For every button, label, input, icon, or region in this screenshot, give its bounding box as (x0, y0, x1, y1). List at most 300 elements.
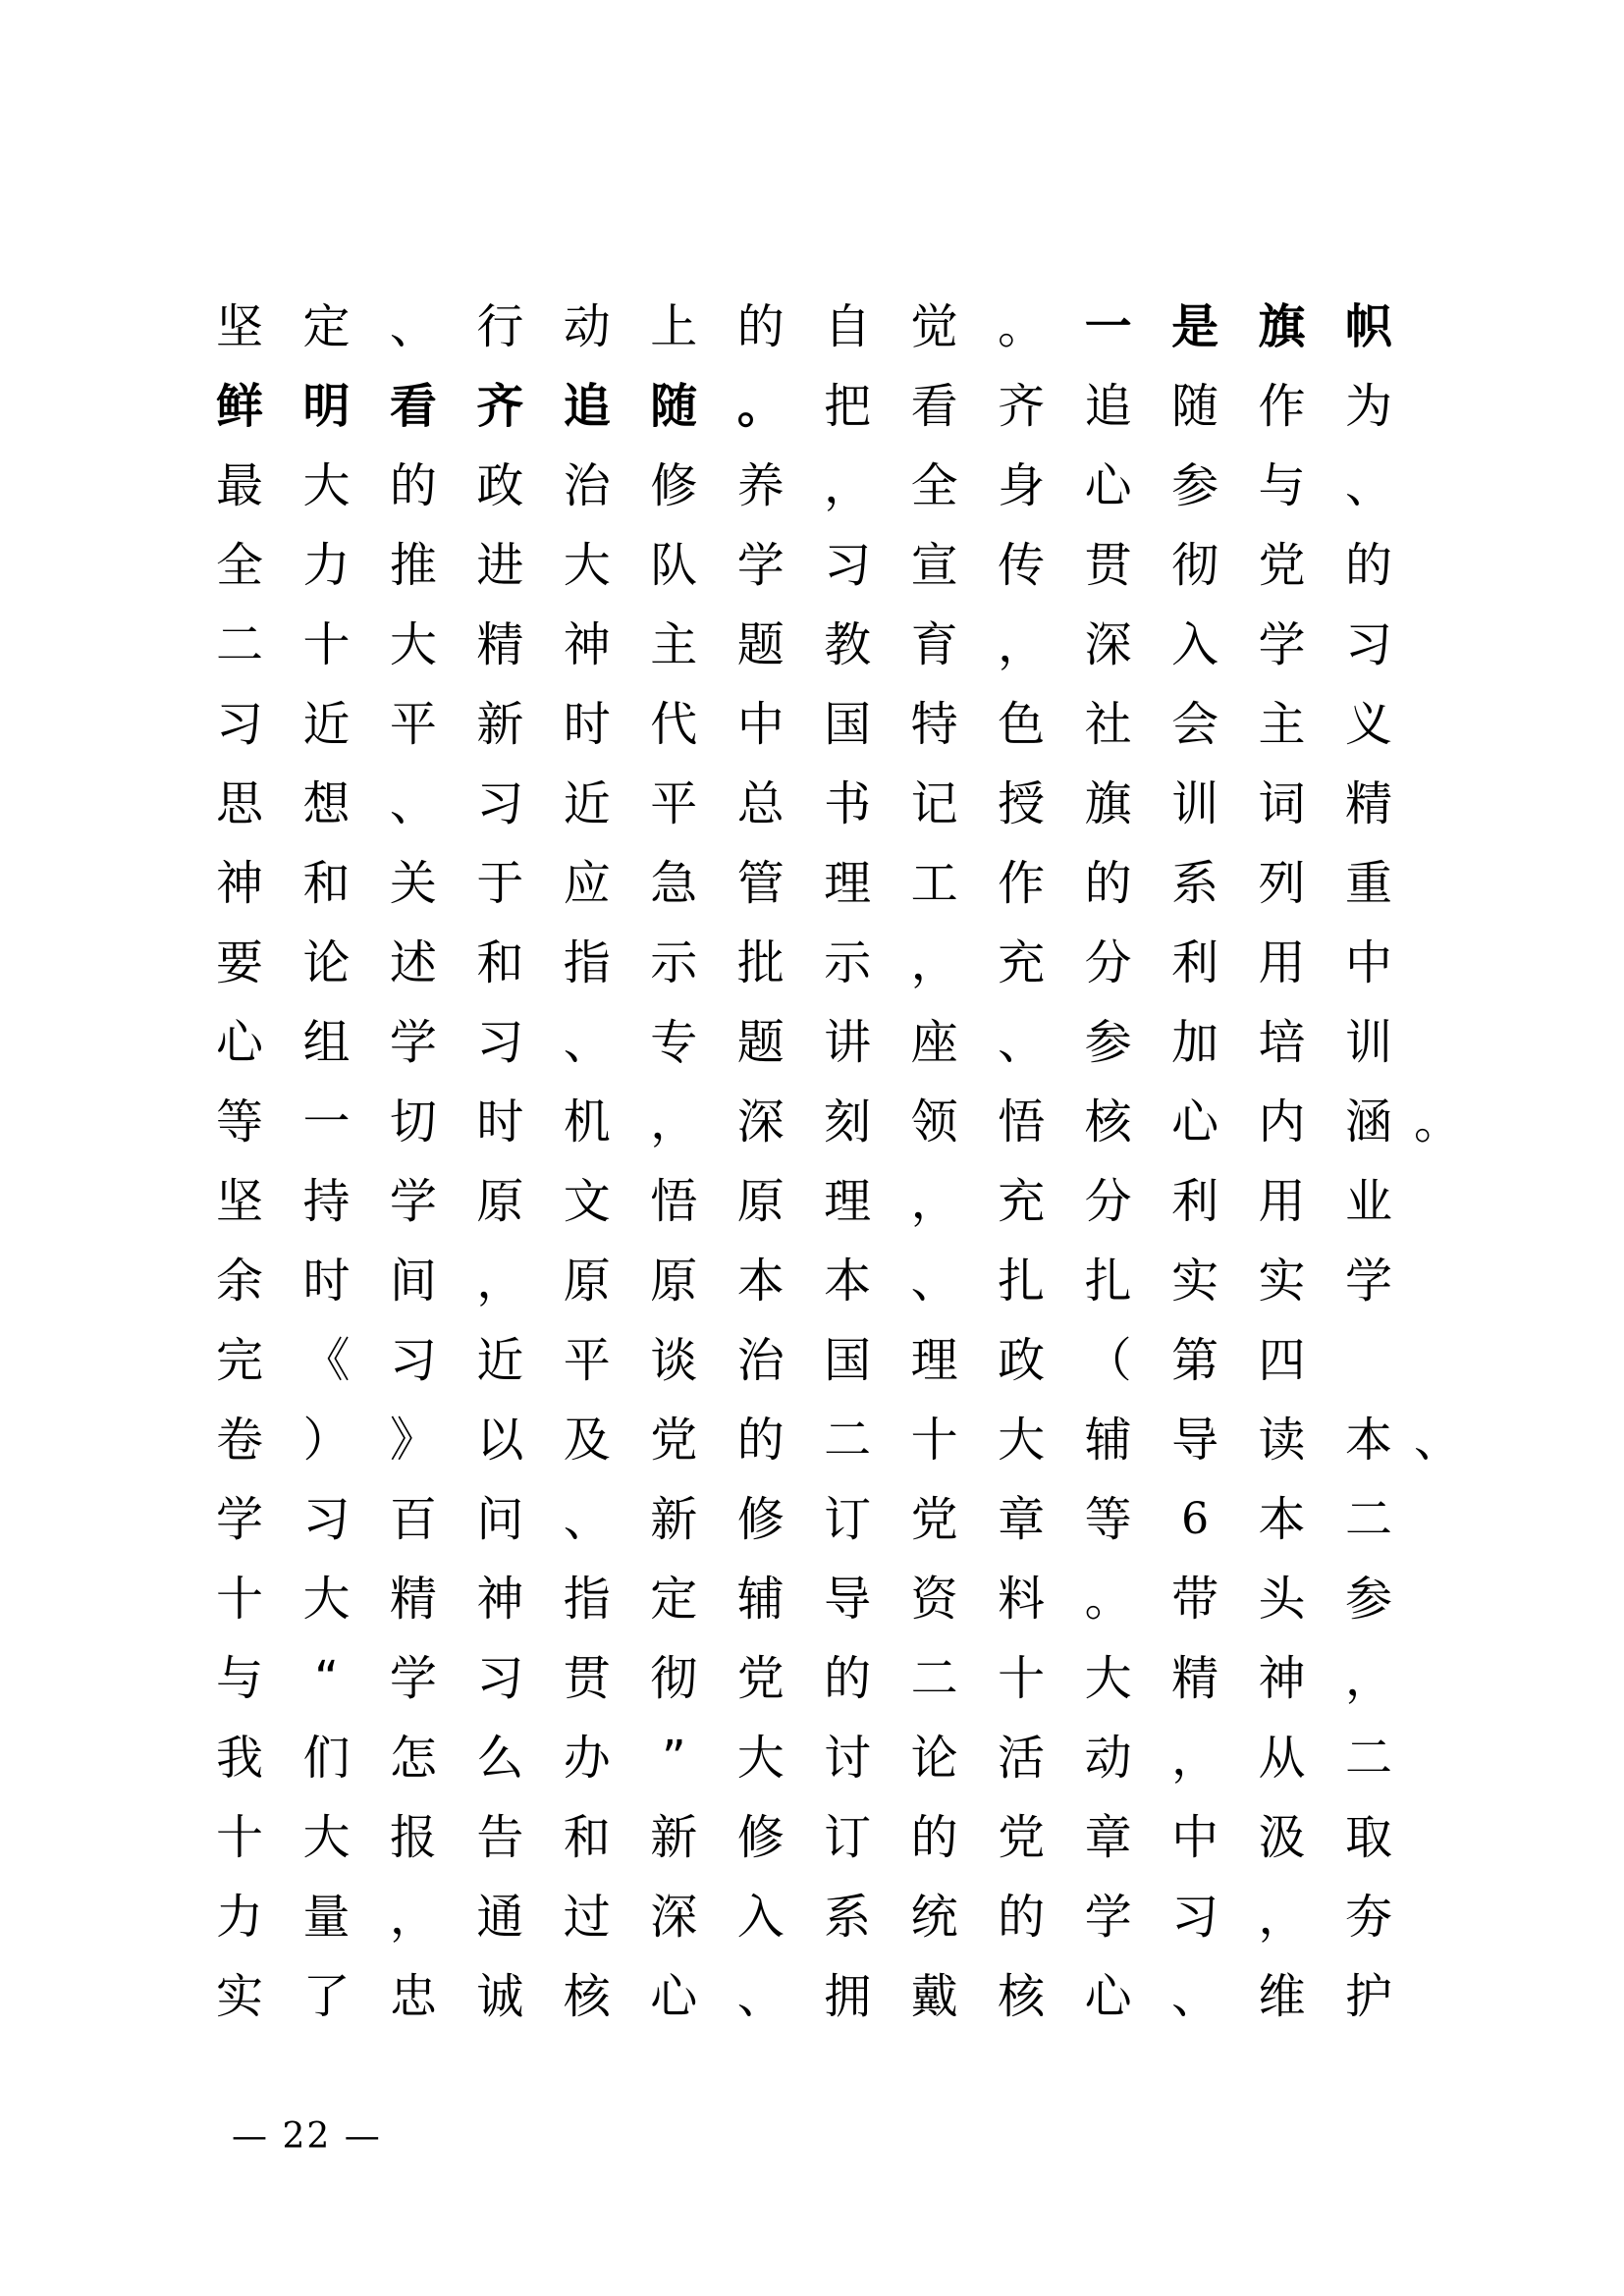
text-line (210, 1406, 1461, 1485)
text-glyph: 心 (1084, 1969, 1132, 2024)
text-glyph: 、 (1413, 1413, 1461, 1468)
text-glyph: 。 (998, 299, 1046, 354)
text-glyph: 分 (1084, 1174, 1132, 1229)
text-glyph: 完 (215, 1333, 263, 1388)
text-glyph: 本 (824, 1254, 872, 1308)
text-glyph: 二 (910, 1651, 958, 1706)
text-glyph: 全 (215, 538, 263, 593)
text-line (210, 1883, 1457, 1962)
text-glyph: 义 (1344, 697, 1392, 752)
text-glyph: 大 (1084, 1651, 1132, 1706)
text-glyph: ， (476, 1254, 524, 1308)
text-glyph: 记 (910, 776, 958, 831)
text-glyph: 党 (1258, 538, 1306, 593)
text-glyph: 追 (563, 379, 611, 434)
text-line (210, 372, 1457, 452)
text-glyph: 育 (910, 617, 958, 672)
text-glyph: 间 (389, 1254, 437, 1308)
text-glyph: 近 (563, 776, 611, 831)
text-glyph: 鲜 (215, 379, 263, 434)
text-glyph: 时 (476, 1095, 524, 1149)
text-glyph: 章 (998, 1492, 1046, 1547)
text-glyph: 维 (1258, 1969, 1306, 2024)
text-line (210, 1247, 1457, 1326)
text-glyph: 于 (476, 856, 524, 911)
text-glyph: 资 (910, 1572, 958, 1627)
text-glyph: 示 (650, 935, 698, 990)
text-glyph: 忠 (389, 1969, 437, 2024)
text-glyph: 过 (563, 1890, 611, 1945)
text-glyph: 治 (736, 1333, 785, 1388)
text-glyph: ， (998, 617, 1046, 672)
text-glyph: 《 (302, 1333, 351, 1388)
text-glyph: 统 (910, 1890, 958, 1945)
text-glyph: 和 (476, 935, 524, 990)
body-text (210, 293, 1461, 2042)
text-glyph: 与 (1258, 458, 1306, 513)
text-line (210, 1803, 1457, 1883)
text-glyph: 应 (563, 856, 611, 911)
text-glyph: 用 (1258, 1174, 1306, 1229)
text-glyph: 大 (736, 1731, 785, 1786)
text-glyph: 、 (736, 1969, 785, 2024)
text-glyph: 习 (476, 1651, 524, 1706)
text-glyph: 、 (998, 1015, 1046, 1070)
text-glyph: 总 (736, 776, 785, 831)
text-glyph: 彻 (650, 1651, 698, 1706)
text-glyph: 指 (563, 935, 611, 990)
text-line (210, 1326, 1457, 1406)
text-glyph: 、 (1171, 1969, 1219, 2024)
text-glyph: 明 (302, 379, 351, 434)
text-glyph: 上 (650, 299, 698, 354)
text-glyph: 十 (998, 1651, 1046, 1706)
text-glyph: 二 (1344, 1492, 1392, 1547)
text-glyph: 党 (910, 1492, 958, 1547)
text-glyph: 近 (302, 697, 351, 752)
text-glyph: 学 (215, 1492, 263, 1547)
text-glyph: 报 (389, 1810, 437, 1865)
text-glyph: 的 (389, 458, 437, 513)
text-glyph: 作 (1258, 379, 1306, 434)
text-glyph: 大 (563, 538, 611, 593)
text-glyph: 等 (1084, 1492, 1132, 1547)
text-glyph: 6 (1181, 1494, 1210, 1544)
text-glyph: 列 (1258, 856, 1306, 911)
text-glyph: 心 (215, 1015, 263, 1070)
text-glyph: 卷 (215, 1413, 263, 1468)
text-glyph: 时 (563, 697, 611, 752)
text-glyph: 用 (1258, 935, 1306, 990)
text-glyph: 齐 (476, 379, 524, 434)
text-glyph: 社 (1084, 697, 1132, 752)
text-glyph: 等 (215, 1095, 263, 1149)
text-glyph: 帜 (1344, 299, 1392, 354)
text-glyph: 学 (1344, 1254, 1392, 1308)
text-glyph: 一 (1084, 299, 1132, 354)
text-glyph: 活 (998, 1731, 1046, 1786)
text-glyph: 批 (736, 935, 785, 990)
text-glyph: 平 (650, 776, 698, 831)
text-glyph: ， (910, 1174, 958, 1229)
text-glyph: 分 (1084, 935, 1132, 990)
text-glyph: 原 (650, 1254, 698, 1308)
text-glyph: 订 (824, 1492, 872, 1547)
text-glyph: 办 (563, 1731, 611, 1786)
text-glyph: 随 (650, 379, 698, 434)
text-glyph: 觉 (910, 299, 958, 354)
text-glyph: 神 (476, 1572, 524, 1627)
text-glyph: 悟 (650, 1174, 698, 1229)
text-glyph: 行 (476, 299, 524, 354)
text-glyph: 利 (1171, 935, 1219, 990)
text-glyph: 戴 (910, 1969, 958, 2024)
text-glyph: 习 (302, 1492, 351, 1547)
text-glyph: 国 (824, 697, 872, 752)
text-glyph: 核 (1084, 1095, 1132, 1149)
text-glyph: 了 (302, 1969, 351, 2024)
text-glyph: 文 (563, 1174, 611, 1229)
text-glyph: 色 (998, 697, 1046, 752)
text-glyph: 四 (1258, 1333, 1306, 1388)
text-glyph: 讨 (824, 1731, 872, 1786)
text-glyph: 学 (389, 1651, 437, 1706)
text-glyph: 谈 (650, 1333, 698, 1388)
text-glyph: 国 (824, 1333, 872, 1388)
text-glyph: 党 (650, 1413, 698, 1468)
text-glyph: 持 (302, 1174, 351, 1229)
text-glyph: 夯 (1344, 1890, 1392, 1945)
text-glyph: 二 (824, 1413, 872, 1468)
text-glyph: 充 (998, 935, 1046, 990)
text-glyph: 政 (476, 458, 524, 513)
text-glyph: 主 (1258, 697, 1306, 752)
text-glyph: 授 (998, 776, 1046, 831)
text-glyph: 时 (302, 1254, 351, 1308)
text-glyph: 修 (650, 458, 698, 513)
text-glyph: 十 (910, 1413, 958, 1468)
text-glyph: 词 (1258, 776, 1306, 831)
text-glyph: ， (824, 458, 872, 513)
text-glyph: 及 (563, 1413, 611, 1468)
text-line (210, 293, 1457, 372)
text-glyph: 原 (563, 1254, 611, 1308)
text-glyph: 余 (215, 1254, 263, 1308)
text-glyph: 题 (736, 617, 785, 672)
text-glyph: 辅 (1084, 1413, 1132, 1468)
text-glyph: ） (302, 1413, 351, 1468)
text-glyph: 自 (824, 299, 872, 354)
text-glyph: 要 (215, 935, 263, 990)
text-glyph: 大 (302, 1810, 351, 1865)
text-glyph: 原 (736, 1174, 785, 1229)
text-glyph: 坚 (215, 299, 263, 354)
text-glyph: 十 (302, 617, 351, 672)
text-glyph: 和 (302, 856, 351, 911)
text-glyph: 护 (1344, 1969, 1392, 2024)
text-glyph: 扎 (998, 1254, 1046, 1308)
text-glyph: 和 (563, 1810, 611, 1865)
text-glyph: 学 (736, 538, 785, 593)
text-glyph: 中 (1171, 1810, 1219, 1865)
text-line (210, 770, 1457, 849)
text-glyph: 心 (650, 1969, 698, 2024)
text-glyph: 近 (476, 1333, 524, 1388)
text-line (210, 1167, 1457, 1247)
text-glyph: 齐 (998, 379, 1046, 434)
text-glyph: 系 (824, 1890, 872, 1945)
text-glyph: 学 (1258, 617, 1306, 672)
text-glyph: 。 (1084, 1572, 1132, 1627)
text-glyph: 定 (650, 1572, 698, 1627)
text-glyph: 辅 (736, 1572, 785, 1627)
text-glyph: 神 (563, 617, 611, 672)
text-glyph: 培 (1258, 1015, 1306, 1070)
text-glyph: 彻 (1171, 538, 1219, 593)
text-glyph: 身 (998, 458, 1046, 513)
text-glyph: 神 (1258, 1651, 1306, 1706)
text-glyph: 的 (824, 1651, 872, 1706)
text-glyph: 怎 (389, 1731, 437, 1786)
text-glyph: ， (1171, 1731, 1219, 1786)
text-line (210, 690, 1457, 770)
text-glyph: 料 (998, 1572, 1046, 1627)
text-glyph: 旗 (1258, 299, 1306, 354)
text-line (210, 1724, 1457, 1803)
text-glyph: 核 (563, 1969, 611, 2024)
text-glyph: 、 (910, 1254, 958, 1308)
text-glyph: 大 (998, 1413, 1046, 1468)
text-glyph: 习 (389, 1333, 437, 1388)
text-glyph: 题 (736, 1015, 785, 1070)
text-glyph: 通 (476, 1890, 524, 1945)
text-glyph: 习 (1171, 1890, 1219, 1945)
text-glyph: 定 (302, 299, 351, 354)
text-glyph: 党 (998, 1810, 1046, 1865)
text-glyph: 理 (824, 856, 872, 911)
text-glyph: 党 (736, 1651, 785, 1706)
text-glyph: 会 (1171, 697, 1219, 752)
text-glyph: 治 (563, 458, 611, 513)
text-glyph: 队 (650, 538, 698, 593)
text-glyph: 主 (650, 617, 698, 672)
text-glyph: 习 (476, 776, 524, 831)
text-glyph: 百 (389, 1492, 437, 1547)
text-line (210, 1962, 1457, 2042)
text-glyph: 深 (736, 1095, 785, 1149)
text-glyph: 本 (736, 1254, 785, 1308)
text-glyph: 新 (650, 1810, 698, 1865)
text-glyph: 特 (910, 697, 958, 752)
text-glyph: 训 (1344, 1015, 1392, 1070)
text-glyph: 急 (650, 856, 698, 911)
text-glyph: 涵 (1344, 1095, 1392, 1149)
text-glyph: 十 (215, 1572, 263, 1627)
text-glyph: 二 (215, 617, 263, 672)
text-line (210, 1088, 1461, 1167)
text-glyph: 大 (389, 617, 437, 672)
text-glyph: 座 (910, 1015, 958, 1070)
text-glyph: 大 (302, 1572, 351, 1627)
text-glyph: 工 (910, 856, 958, 911)
text-glyph: 心 (1171, 1095, 1219, 1149)
text-glyph: 作 (998, 856, 1046, 911)
text-glyph: ” (661, 1731, 686, 1786)
text-glyph: 入 (1171, 617, 1219, 672)
text-glyph: 想 (302, 776, 351, 831)
text-glyph: 入 (736, 1890, 785, 1945)
text-glyph: 专 (650, 1015, 698, 1070)
text-line (210, 929, 1457, 1008)
text-glyph: 为 (1344, 379, 1392, 434)
text-glyph: ， (1344, 1651, 1392, 1706)
text-glyph: 利 (1171, 1174, 1219, 1229)
text-line (210, 1485, 1457, 1565)
text-glyph: 习 (476, 1015, 524, 1070)
text-glyph: 核 (998, 1969, 1046, 2024)
text-glyph: 把 (824, 379, 872, 434)
text-glyph: 习 (1344, 617, 1392, 672)
text-glyph: 。 (736, 379, 785, 434)
text-glyph: 示 (824, 935, 872, 990)
text-glyph: 习 (215, 697, 263, 752)
text-glyph: 精 (1344, 776, 1392, 831)
text-glyph: 、 (389, 299, 437, 354)
text-glyph: 汲 (1258, 1810, 1306, 1865)
text-glyph: 管 (736, 856, 785, 911)
text-glyph: 精 (476, 617, 524, 672)
text-glyph: 宣 (910, 538, 958, 593)
text-glyph: 的 (736, 299, 785, 354)
text-glyph: 量 (302, 1890, 351, 1945)
text-glyph: 十 (215, 1810, 263, 1865)
text-glyph: 学 (1084, 1890, 1132, 1945)
text-glyph: 取 (1344, 1810, 1392, 1865)
text-glyph: 养 (736, 458, 785, 513)
text-glyph: 旗 (1084, 776, 1132, 831)
text-glyph: （ (1084, 1333, 1132, 1388)
text-glyph: 业 (1344, 1174, 1392, 1229)
text-glyph: 本 (1344, 1413, 1392, 1468)
text-glyph: 实 (1258, 1254, 1306, 1308)
text-glyph: 系 (1171, 856, 1219, 911)
text-glyph: 导 (824, 1572, 872, 1627)
text-glyph: 平 (563, 1333, 611, 1388)
text-glyph: 教 (824, 617, 872, 672)
text-glyph: 原 (476, 1174, 524, 1229)
text-glyph: 是 (1171, 299, 1219, 354)
text-glyph: 领 (910, 1095, 958, 1149)
text-glyph: 看 (910, 379, 958, 434)
text-glyph: 实 (215, 1969, 263, 2024)
text-glyph: 扎 (1084, 1254, 1132, 1308)
text-glyph: 指 (563, 1572, 611, 1627)
text-glyph: 贯 (1084, 538, 1132, 593)
text-glyph: 、 (389, 776, 437, 831)
text-glyph: ， (910, 935, 958, 990)
text-glyph: 问 (476, 1492, 524, 1547)
text-glyph: 力 (215, 1890, 263, 1945)
text-line (210, 611, 1457, 690)
text-glyph: 关 (389, 856, 437, 911)
text-glyph: 述 (389, 935, 437, 990)
text-glyph: 论 (910, 1731, 958, 1786)
text-glyph: 、 (563, 1015, 611, 1070)
text-glyph: 深 (650, 1890, 698, 1945)
text-glyph: 神 (215, 856, 263, 911)
text-glyph: 本 (1258, 1492, 1306, 1547)
text-glyph: 中 (736, 697, 785, 752)
text-glyph: 切 (389, 1095, 437, 1149)
text-glyph: 动 (563, 299, 611, 354)
text-glyph: 悟 (998, 1095, 1046, 1149)
text-glyph: 大 (302, 458, 351, 513)
text-glyph: 订 (824, 1810, 872, 1865)
text-glyph: ， (1258, 1890, 1306, 1945)
text-glyph: 看 (389, 379, 437, 434)
text-glyph: 读 (1258, 1413, 1306, 1468)
text-glyph: 们 (302, 1731, 351, 1786)
text-glyph: 刻 (824, 1095, 872, 1149)
text-glyph: 思 (215, 776, 263, 831)
text-glyph: 理 (910, 1333, 958, 1388)
text-glyph: 论 (302, 935, 351, 990)
text-glyph: 从 (1258, 1731, 1306, 1786)
text-glyph: 习 (824, 538, 872, 593)
text-glyph: 加 (1171, 1015, 1219, 1070)
text-glyph: 精 (389, 1572, 437, 1627)
text-glyph: 参 (1084, 1015, 1132, 1070)
text-glyph: 参 (1171, 458, 1219, 513)
text-glyph: 拥 (824, 1969, 872, 2024)
text-glyph: 重 (1344, 856, 1392, 911)
text-glyph: 的 (910, 1810, 958, 1865)
text-glyph: 修 (736, 1810, 785, 1865)
text-glyph: 力 (302, 538, 351, 593)
text-glyph: 、 (1344, 458, 1392, 513)
text-glyph: 机 (563, 1095, 611, 1149)
text-glyph: 坚 (215, 1174, 263, 1229)
page-number: — 22 — (232, 2116, 382, 2157)
text-glyph: 章 (1084, 1810, 1132, 1865)
text-glyph: 讲 (824, 1015, 872, 1070)
text-glyph: 贯 (563, 1651, 611, 1706)
text-glyph: 、 (563, 1492, 611, 1547)
text-glyph: 代 (650, 697, 698, 752)
text-glyph: 修 (736, 1492, 785, 1547)
text-glyph: 我 (215, 1731, 263, 1786)
text-glyph: 么 (476, 1731, 524, 1786)
text-glyph: 新 (650, 1492, 698, 1547)
text-glyph: 全 (910, 458, 958, 513)
text-glyph: 实 (1171, 1254, 1219, 1308)
text-glyph: 第 (1171, 1333, 1219, 1388)
text-glyph: 动 (1084, 1731, 1132, 1786)
text-glyph: 学 (389, 1015, 437, 1070)
text-glyph: 充 (998, 1174, 1046, 1229)
text-glyph: 。 (1413, 1095, 1461, 1149)
text-line (210, 849, 1457, 929)
text-glyph: 政 (998, 1333, 1046, 1388)
text-glyph: 以 (476, 1413, 524, 1468)
text-glyph: 的 (1344, 538, 1392, 593)
text-glyph: 深 (1084, 617, 1132, 672)
text-glyph: 二 (1344, 1731, 1392, 1786)
text-glyph: 导 (1171, 1413, 1219, 1468)
text-glyph: 最 (215, 458, 263, 513)
text-glyph: “ (314, 1651, 339, 1706)
text-glyph: 精 (1171, 1651, 1219, 1706)
